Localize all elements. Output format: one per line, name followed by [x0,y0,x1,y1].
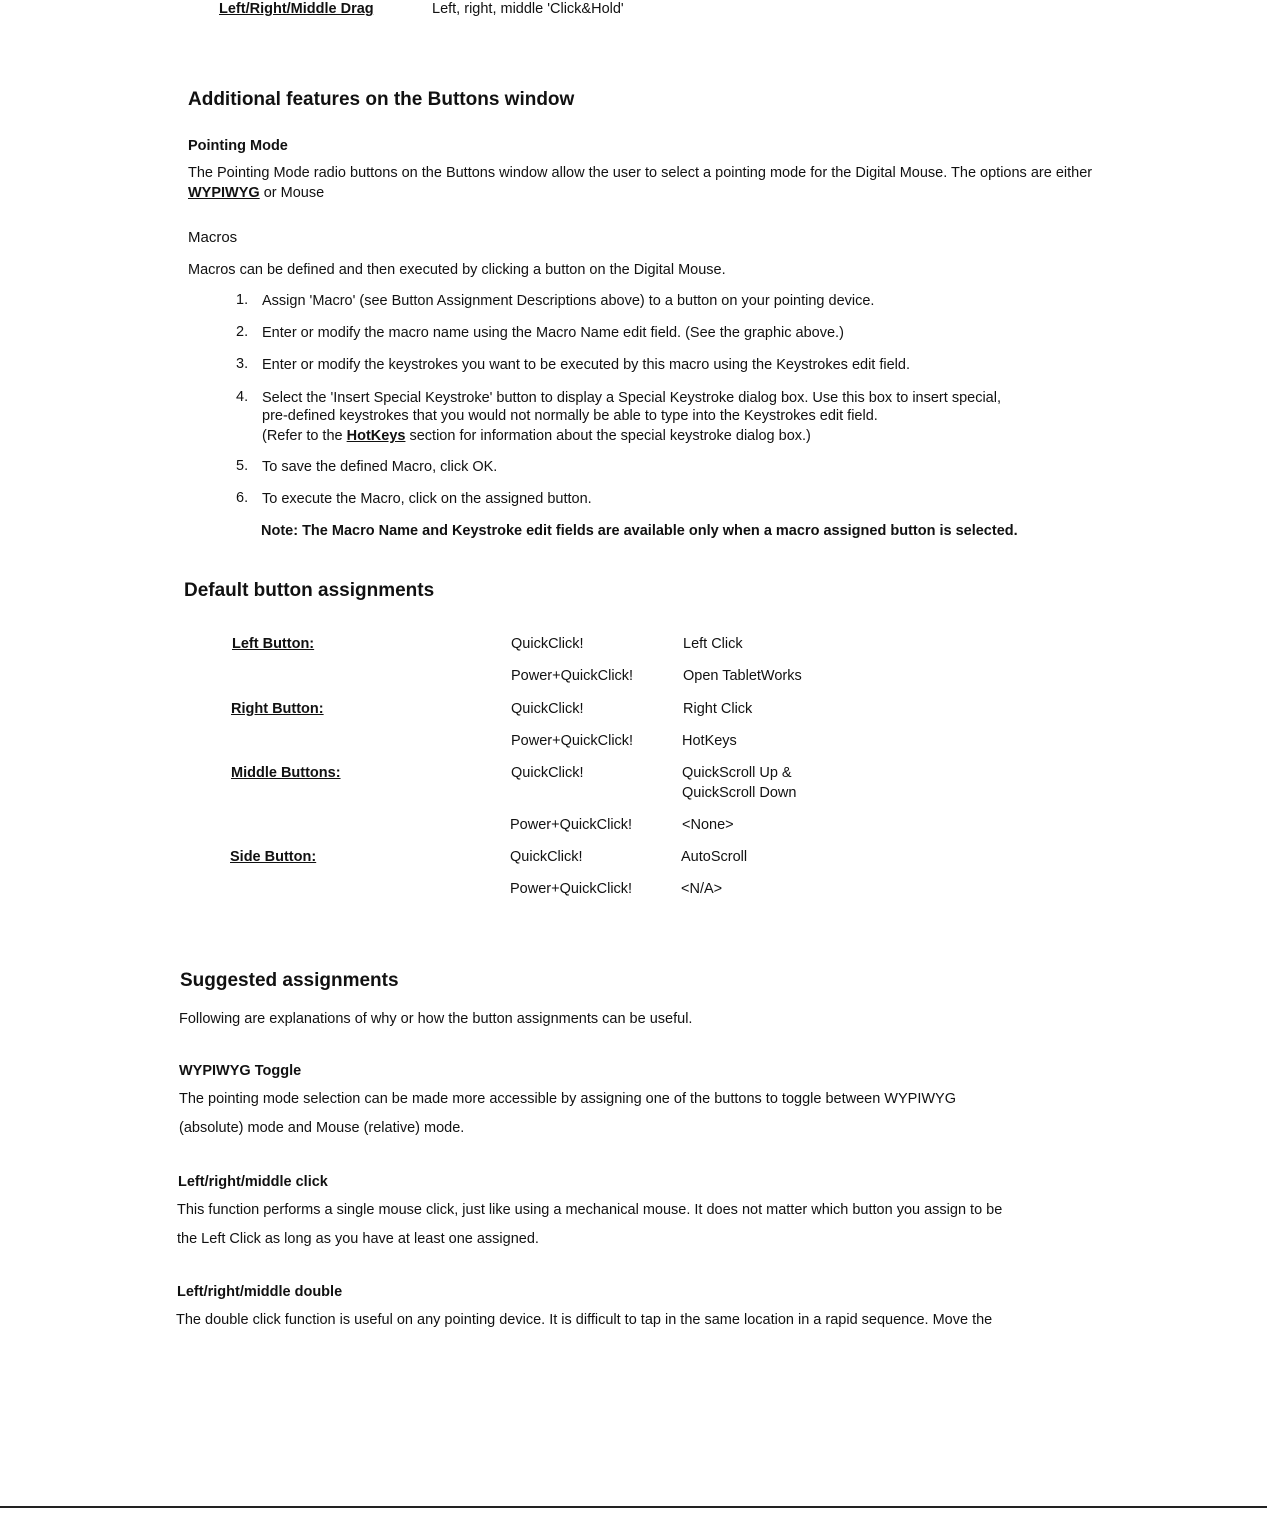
step-text-line3 [262,427,811,447]
assignment-action: Power+QuickClick! [511,668,634,684]
left-button-label: Left Button: [232,636,315,652]
step-number: 4. [236,389,249,405]
assignment-action: Power+QuickClick! [510,817,633,833]
step-text: Assign 'Macro' (see Button Assignment Descriptions above) to a button on your pointing device. [262,293,875,309]
suggestion-text-line2: (absolute) mode and Mouse (relative) mode. [179,1120,465,1136]
assignment-result: QuickScroll Up & [682,765,792,781]
drag-term: Left/Right/Middle Drag [219,1,374,17]
macros-intro: Macros can be defined and then executed by clicking a button on the Digital Mouse. [188,262,726,278]
assignment-result: AutoScroll [681,849,748,865]
suggested-intro: Following are explanations of why or how the button assignments can be useful. [179,1011,693,1027]
suggestion-title: WYPIWYG Toggle [179,1063,302,1079]
macros-title: Macros [188,229,238,246]
assignment-action: Power+QuickClick! [511,733,634,749]
defaults-heading: Default button assignments [184,580,435,601]
middle-buttons-label: Middle Buttons: [231,765,341,781]
top-row [219,0,374,20]
step-text: Enter or modify the macro name using the Macro Name edit field. (See the graphic above.) [262,325,844,341]
drag-description: Left, right, middle 'Click&Hold' [432,1,624,17]
suggestion-text-line2: the Left Click as long as you have at least one assigned. [177,1231,539,1247]
assignment-result: Right Click [683,701,753,717]
pointing-mode-text-before: The Pointing Mode radio buttons on the Buttons window allow the user to select a pointing mode for the Digital Mouse. The options are either [188,165,1093,181]
suggestion-text-line1: The pointing mode selection can be made more accessible by assigning one of the buttons to toggle between WYPIWYG [179,1091,957,1107]
assignment-result: Open TabletWorks [683,668,802,684]
hotkeys-link[interactable]: HotKeys [346,428,406,444]
hotkeys-ref-before: (Refer to the [262,428,347,444]
assignment-action: Power+QuickClick! [510,881,633,897]
side-button-label: Side Button: [230,849,317,865]
page-bottom-rule [0,1506,1267,1508]
suggestion-title: Left/right/middle double [177,1284,343,1300]
step-number: 3. [236,356,249,372]
pointing-mode-title: Pointing Mode [188,138,288,154]
suggestion-text-line1: The double click function is useful on any pointing device. It is difficult to tap in the same location in a rapid sequence. Move the [176,1312,993,1328]
assignment-result: <N/A> [681,881,723,897]
pointing-mode-text [188,164,1128,203]
suggested-heading: Suggested assignments [180,970,399,991]
assignment-result: Left Click [683,636,743,652]
assignment-result-line2: QuickScroll Down [682,785,797,801]
step-number: 6. [236,490,249,506]
pointing-mode-text-after: or Mouse [259,184,325,201]
assignment-result: HotKeys [682,733,737,749]
step-number: 2. [236,324,249,340]
additional-heading: Additional features on the Buttons window [188,89,575,110]
assignment-action: QuickClick! [511,701,584,717]
step-number: 1. [236,292,249,308]
step-text: Enter or modify the keystrokes you want to be executed by this macro using the Keystrokes edit field. [262,357,910,373]
right-button-label: Right Button: [231,701,324,717]
macro-note: Note: The Macro Name and Keystroke edit fields are available only when a macro assigned button is selected. [261,523,1018,539]
step-text: To save the defined Macro, click OK. [262,459,498,475]
step-number: 5. [236,458,249,474]
hotkeys-ref-after: section for information about the special keystroke dialog box.) [405,428,811,444]
wypiwyg-link[interactable]: WYPIWYG [188,184,260,201]
step-text-line1: Select the 'Insert Special Keystroke' button to display a Special Keystroke dialog box. Use this box to insert special, [262,390,1001,406]
suggestion-title: Left/right/middle click [178,1174,328,1190]
assignment-action: QuickClick! [510,849,583,865]
suggestion-text-line1: This function performs a single mouse click, just like using a mechanical mouse. It does not matter which button you assign to be [177,1202,1003,1218]
step-text-line2: pre-defined keystrokes that you would not normally be able to type into the Keystrokes edit field. [262,408,878,424]
assignment-action: QuickClick! [511,636,584,652]
step-text: To execute the Macro, click on the assigned button. [262,491,592,507]
assignment-result: <None> [682,817,734,833]
assignment-action: QuickClick! [511,765,584,781]
